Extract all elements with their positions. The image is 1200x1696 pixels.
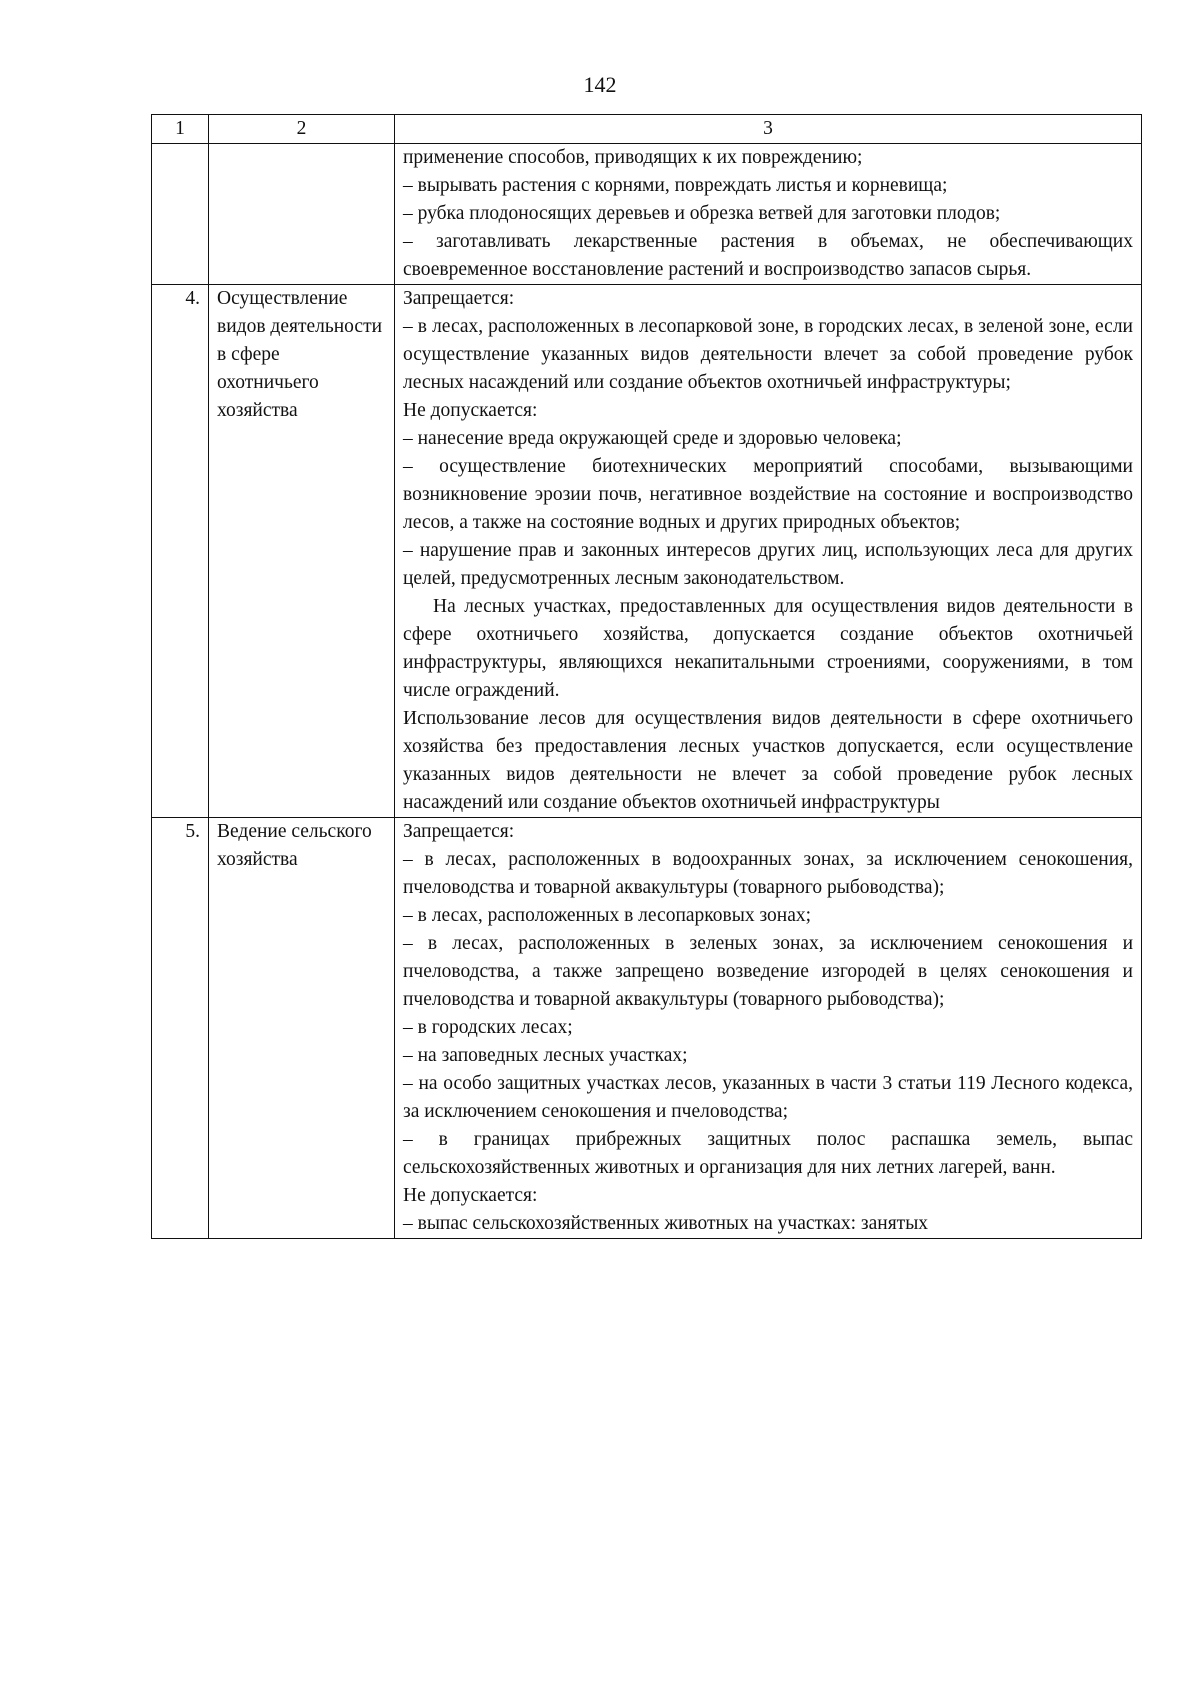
restrictions-cell <box>395 285 1142 818</box>
regulation-table <box>151 114 1142 1239</box>
content-line: Не допускается: <box>403 1185 538 1206</box>
content-line: – в городских лесах; <box>403 1017 573 1038</box>
content-line: – осуществление биотехнических мероприятий способами, вызывающими возникновение эрозии почв, негативное воздействие на состояние и воспроизводство лесов, а также на состояние водных и других природных объектов; <box>403 456 1133 533</box>
restrictions-cell <box>395 144 1142 285</box>
content-line: Запрещается: <box>403 821 515 842</box>
row-number: 4. <box>152 285 209 818</box>
activity-name: Ведение сельского хозяйства <box>209 818 395 1239</box>
column-header: 1 <box>152 115 209 144</box>
content-line: – в границах прибрежных защитных полос распашка земель, выпас сельскохозяйственных животных и организация для них летних лагерей, ванн. <box>403 1129 1133 1178</box>
content-line: – на особо защитных участках лесов, указанных в части 3 статьи 119 Лесного кодекса, за исключением сенокошения и пчеловодства; <box>403 1073 1133 1122</box>
content-line: Запрещается: <box>403 288 515 309</box>
content-line: применение способов, приводящих к их повреждению; <box>403 147 863 168</box>
content-line: – на заповедных лесных участках; <box>403 1045 688 1066</box>
content-line: Использование лесов для осуществления видов деятельности в сфере охотничьего хозяйства без предоставления лесных участков допускается, если осуществление указанных видов деятельности не влечет за собой проведение рубок лесных насаждений или создание объектов охотничьей инфраструктуры <box>403 708 1133 813</box>
content-line: – вырывать растения с корнями, повреждать листья и корневища; <box>403 175 948 196</box>
content-line: На лесных участках, предоставленных для осуществления видов деятельности в сфере охотничьего хозяйства, допускается создание объектов охотничьей инфраструктуры, являющихся некапитальными строениями, сооружениями, в том числе ограждений. <box>403 596 1133 701</box>
content-line: – в лесах, расположенных в водоохранных зонах, за исключением сенокошения, пчеловодства и товарной аквакультуры (товарного рыбоводства); <box>403 849 1133 898</box>
content-line: – рубка плодоносящих деревьев и обрезка ветвей для заготовки плодов; <box>403 203 1001 224</box>
content-line: – нанесение вреда окружающей среде и здоровью человека; <box>403 428 902 449</box>
activity-name <box>209 144 395 285</box>
column-header: 3 <box>395 115 1142 144</box>
content-line: – заготавливать лекарственные растения в объемах, не обеспечивающих своевременное восстановление растений и воспроизводство запасов сырья. <box>403 231 1133 280</box>
content-line: – выпас сельскохозяйственных животных на участках: занятых <box>403 1213 929 1234</box>
table-row <box>152 818 1142 1239</box>
table-row <box>152 285 1142 818</box>
row-number: 5. <box>152 818 209 1239</box>
column-header: 2 <box>209 115 395 144</box>
page-number: 142 <box>583 72 617 97</box>
restrictions-cell <box>395 818 1142 1239</box>
content-line: – в лесах, расположенных в зеленых зонах, за исключением сенокошения и пчеловодства, а также запрещено возведение изгородей в целях сенокошения и пчеловодства и товарной аквакультуры (товарного рыбоводства); <box>403 933 1133 1010</box>
content-line: – в лесах, расположенных в лесопарковых зонах; <box>403 905 812 926</box>
row-number <box>152 144 209 285</box>
content-line: – нарушение прав и законных интересов других лиц, использующих леса для других целей, предусмотренных лесным законодательством. <box>403 540 1133 589</box>
table-row <box>152 144 1142 285</box>
content-line: Не допускается: <box>403 400 538 421</box>
content-line: – в лесах, расположенных в лесопарковой зоне, в городских лесах, в зеленой зоне, если осуществление указанных видов деятельности влечет за собой проведение рубок лесных насаждений или создание объектов охотничьей инфраструктуры; <box>403 316 1133 393</box>
activity-name: Осуществление видов деятельности в сфере охотничьего хозяйства <box>209 285 395 818</box>
table-header-row <box>152 115 1142 144</box>
